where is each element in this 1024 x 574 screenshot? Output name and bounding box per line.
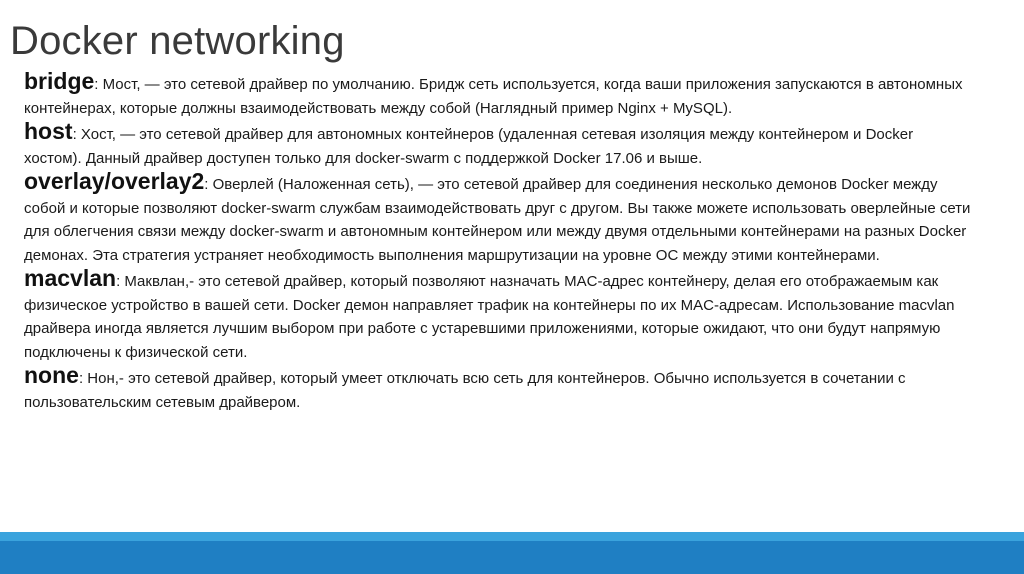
footer-bar: [0, 541, 1024, 574]
description-overlay: : Оверлей (Наложенная сеть), — это сетевой драйвер для соединения несколько демонов Docker между собой и которые позволяют docker-swarm службам взаимодействовать друг с другом. Вы также можете использовать оверлейные сети для облегчения связи между docker-swarm и автономным контейнером или между двумя отдельными контейнерами на разных Docker демонах. Эта стратегия устраняет необходимость выполнения маршрутизации на уровне ОС между этими контейнерами.: [24, 176, 971, 264]
entry-host: [24, 120, 974, 170]
entry-macvlan: [24, 267, 974, 364]
description-host: : Хост, — это сетевой драйвер для автономных контейнеров (удаленная сетевая изоляция между контейнером и Docker хостом). Данный драйвер доступен только для docker-swarm с поддержкой Docker 17.06 и выше.: [24, 126, 914, 167]
entry-overlay: [24, 170, 974, 267]
term-none: none: [24, 362, 79, 388]
entry-none: [24, 364, 974, 414]
slide-content: [24, 70, 974, 414]
entry-bridge: [24, 70, 974, 120]
term-bridge: bridge: [24, 68, 95, 94]
term-host: host: [24, 118, 73, 144]
term-macvlan: macvlan: [24, 265, 117, 291]
term-overlay: overlay/overlay2: [24, 168, 205, 194]
description-macvlan: : Маквлан,- это сетевой драйвер, который позволяют назначать MAC-адрес контейнеру, делая его отображаемым как физическое устройство в вашей сети. Docker демон направляет трафик на контейнеры по их MAC-адресам. Использование macvlan драйвера иногда является лучшим выбором при работе с устаревшими приложениями, которые ожидают, что они будут напрямую подключены к физической сети.: [24, 273, 955, 361]
description-none: : Нон,- это сетевой драйвер, который умеет отключать всю сеть для контейнеров. Обычно используется в сочетании с пользовательским сетевым драйвером.: [24, 370, 906, 411]
slide-title: Docker networking: [10, 19, 345, 63]
description-bridge: : Мост, — это сетевой драйвер по умолчанию. Бридж сеть используется, когда ваши приложения запускаются в автономных контейнерах, которые должны взаимодействовать между собой (Наглядный пример Nginx + MySQL).: [24, 76, 963, 117]
footer-accent-stripe: [0, 532, 1024, 541]
